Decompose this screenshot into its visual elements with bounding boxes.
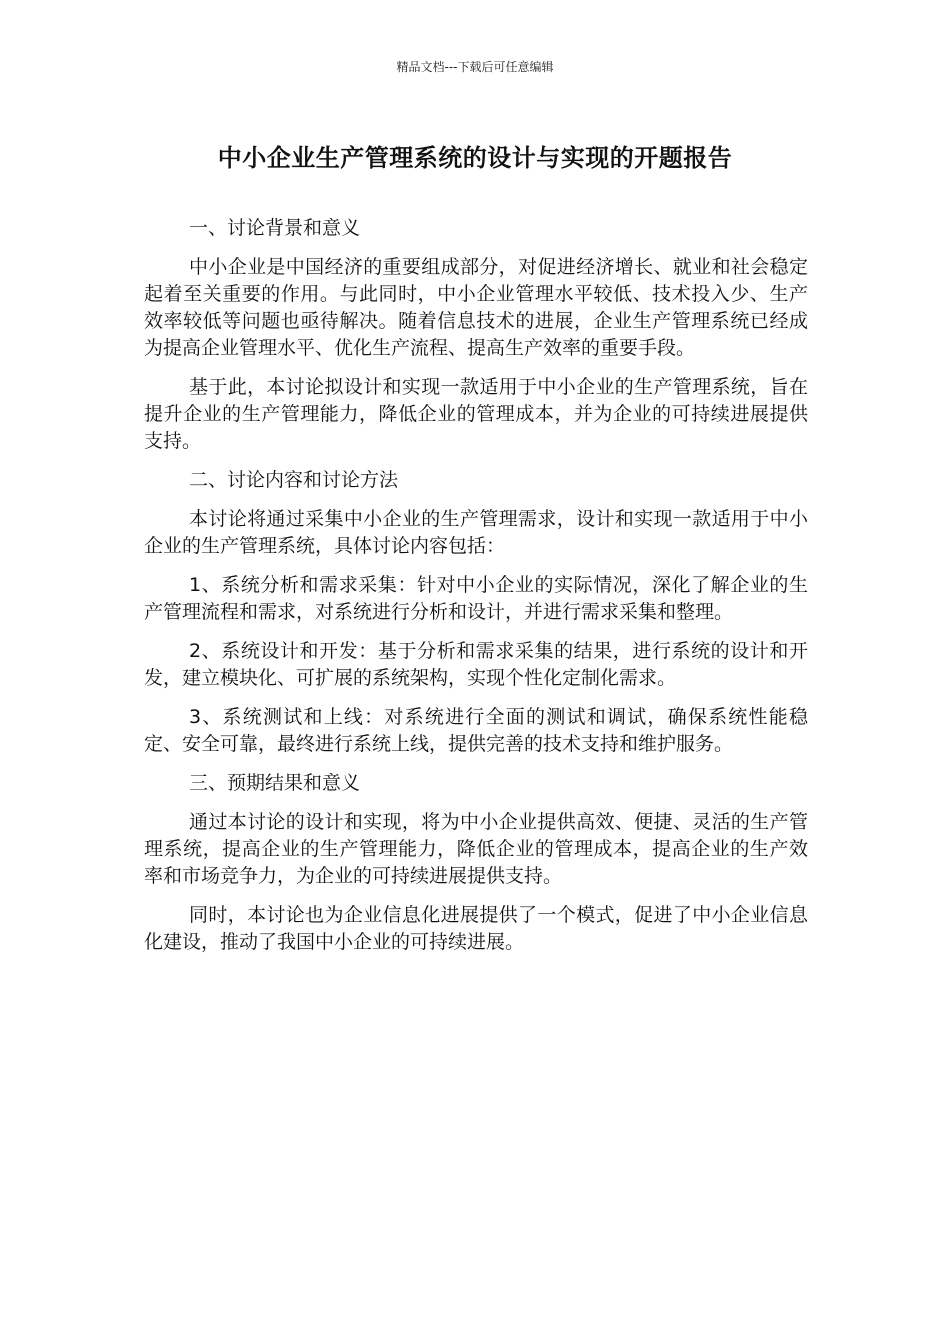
section-1-heading: 一、讨论背景和意义 xyxy=(189,217,361,239)
section-2-item-3: 3、系统测试和上线：对系统进行全面的测试和调试，确保系统性能稳定、安全可靠，最终进行系统上线，提供完善的技术支持和维护服务。 xyxy=(144,706,808,755)
section-3-heading: 三、预期结果和意义 xyxy=(189,772,361,794)
document-title: 中小企业生产管理系统的设计与实现的开题报告 xyxy=(217,144,733,172)
document-body xyxy=(144,215,808,968)
section-3-paragraph-1: 通过本讨论的设计和实现，将为中小企业提供高效、便捷、灵活的生产管理系统，提高企业的生产管理能力，降低企业的管理成本，提高企业的生产效率和市场竞争力，为企业的可持续进展提供支持。 xyxy=(144,811,808,887)
header-note: 精品文档---下载后可任意编辑 xyxy=(396,60,554,74)
section-2-item-2: 2、系统设计和开发：基于分析和需求采集的结果，进行系统的设计和开发，建立模块化、可扩展的系统架构，实现个性化定制化需求。 xyxy=(144,640,808,689)
section-2-item-1: 1、系统分析和需求采集：针对中小企业的实际情况，深化了解企业的生产管理流程和需求，对系统进行分析和设计，并进行需求采集和整理。 xyxy=(144,574,808,623)
section-2-paragraph-1: 本讨论将通过采集中小企业的生产管理需求，设计和实现一款适用于中小企业的生产管理系统，具体讨论内容包括： xyxy=(144,508,808,557)
section-1-paragraph-1: 中小企业是中国经济的重要组成部分，对促进经济增长、就业和社会稳定起着至关重要的作用。与此同时，中小企业管理水平较低、技术投入少、生产效率较低等问题也亟待解决。随着信息技术的进展，企业生产管理系统已经成为提高企业管理水平、优化生产流程、提高生产效率的重要手段。 xyxy=(144,256,808,359)
section-2-heading: 二、讨论内容和讨论方法 xyxy=(189,469,399,491)
section-3-paragraph-2: 同时，本讨论也为企业信息化进展提供了一个模式，促进了中小企业信息化建设，推动了我国中小企业的可持续进展。 xyxy=(144,904,808,953)
section-1-paragraph-2: 基于此，本讨论拟设计和实现一款适用于中小企业的生产管理系统，旨在提升企业的生产管理能力，降低企业的管理成本，并为企业的可持续进展提供支持。 xyxy=(144,376,808,452)
